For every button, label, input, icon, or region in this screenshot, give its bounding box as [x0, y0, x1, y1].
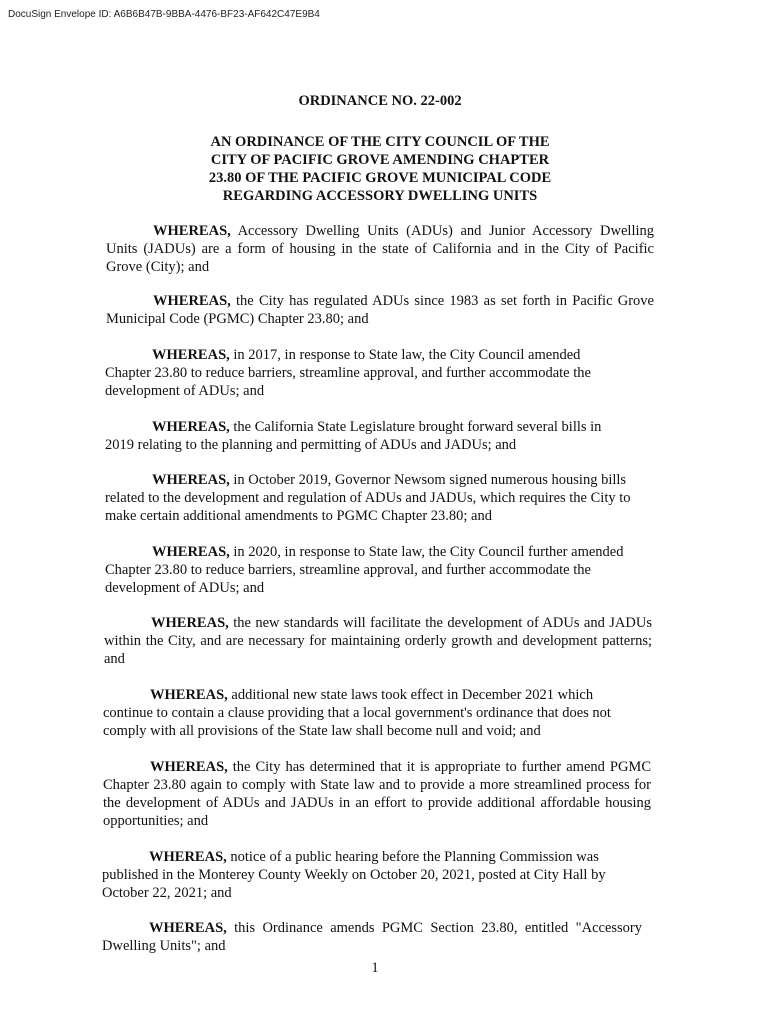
- whereas-text: in 2017, in response to State law, the City Council amended Chapter 23.80 to reduce barriers, streamline approval, and further accommodate the development of ADUs; and: [105, 347, 591, 399]
- whereas-lead: WHEREAS,: [152, 347, 230, 363]
- docusign-envelope-id: DocuSign Envelope ID: A6B6B47B-9BBA-4476-BF23-AF642C47E9B4: [8, 9, 320, 20]
- page-number: 1: [371, 960, 379, 976]
- whereas-lead: WHEREAS,: [149, 849, 227, 865]
- whereas-lead: WHEREAS,: [153, 223, 231, 239]
- whereas-lead: WHEREAS,: [152, 472, 230, 488]
- whereas-lead: WHEREAS,: [152, 544, 230, 560]
- whereas-text: notice of a public hearing before the Planning Commission was published in the Monterey County Weekly on October 20, 2021, posted at City Hall by October 22, 2021; and: [102, 849, 606, 901]
- whereas-paragraph: [106, 222, 654, 276]
- whereas-paragraph: [103, 758, 651, 830]
- whereas-text: Accessory Dwelling Units (ADUs) and Junior Accessory Dwelling Units (JADUs) are a form of housing in the state of California and in the City of Pacific Grove (City); and: [106, 223, 654, 275]
- whereas-paragraph: [102, 919, 642, 955]
- whereas-lead: WHEREAS,: [151, 615, 229, 631]
- ordinance-subtitle: [0, 133, 760, 205]
- whereas-paragraph: [105, 418, 625, 454]
- whereas-paragraph: [106, 292, 654, 328]
- whereas-text: this Ordinance amends PGMC Section 23.80, entitled "Accessory Dwelling Units"; and: [102, 920, 642, 954]
- whereas-text: the new standards will facilitate the development of ADUs and JADUs within the City, and are necessary for maintaining orderly growth and development patterns; and: [104, 615, 652, 667]
- whereas-paragraph: [105, 471, 645, 525]
- whereas-paragraph: [105, 346, 617, 400]
- whereas-paragraph: [105, 543, 653, 597]
- subtitle-line: REGARDING ACCESSORY DWELLING UNITS: [222, 188, 538, 204]
- whereas-text: in 2020, in response to State law, the City Council further amended Chapter 23.80 to reduce barriers, streamline approval, and further accommodate the development of ADUs; and: [105, 544, 624, 596]
- ordinance-title: ORDINANCE NO. 22-002: [298, 93, 462, 109]
- whereas-text: the City has regulated ADUs since 1983 as set forth in Pacific Grove Municipal Code (PGMC) Chapter 23.80; and: [106, 293, 654, 327]
- whereas-text: the City has determined that it is appropriate to further amend PGMC Chapter 23.80 again to comply with State law and to provide a more streamlined process for the development of ADUs and JADUs in an effort to provide additional affordable housing opportunities; and: [103, 759, 651, 829]
- subtitle-line: 23.80 OF THE PACIFIC GROVE MUNICIPAL CODE: [208, 170, 552, 186]
- whereas-lead: WHEREAS,: [152, 419, 230, 435]
- whereas-text: additional new state laws took effect in December 2021 which continue to contain a clause providing that a local government's ordinance that does not comply with all provisions of the State law shall become null and void; and: [103, 687, 611, 739]
- whereas-paragraph: [104, 614, 652, 668]
- whereas-lead: WHEREAS,: [150, 759, 228, 775]
- subtitle-line: AN ORDINANCE OF THE CITY COUNCIL OF THE: [210, 134, 550, 150]
- subtitle-line: CITY OF PACIFIC GROVE AMENDING CHAPTER: [210, 152, 550, 168]
- whereas-lead: WHEREAS,: [149, 920, 227, 936]
- whereas-text: the California State Legislature brought forward several bills in 2019 relating to the planning and permitting of ADUs and JADUs; and: [105, 419, 602, 453]
- whereas-paragraph: [102, 848, 632, 902]
- whereas-lead: WHEREAS,: [153, 293, 231, 309]
- whereas-text: in October 2019, Governor Newsom signed numerous housing bills related to the development and regulation of ADUs and JADUs, which requires the City to make certain additional amendments to PGMC Chapter 23.80; and: [105, 472, 631, 524]
- whereas-paragraph: [103, 686, 643, 740]
- whereas-lead: WHEREAS,: [150, 687, 228, 703]
